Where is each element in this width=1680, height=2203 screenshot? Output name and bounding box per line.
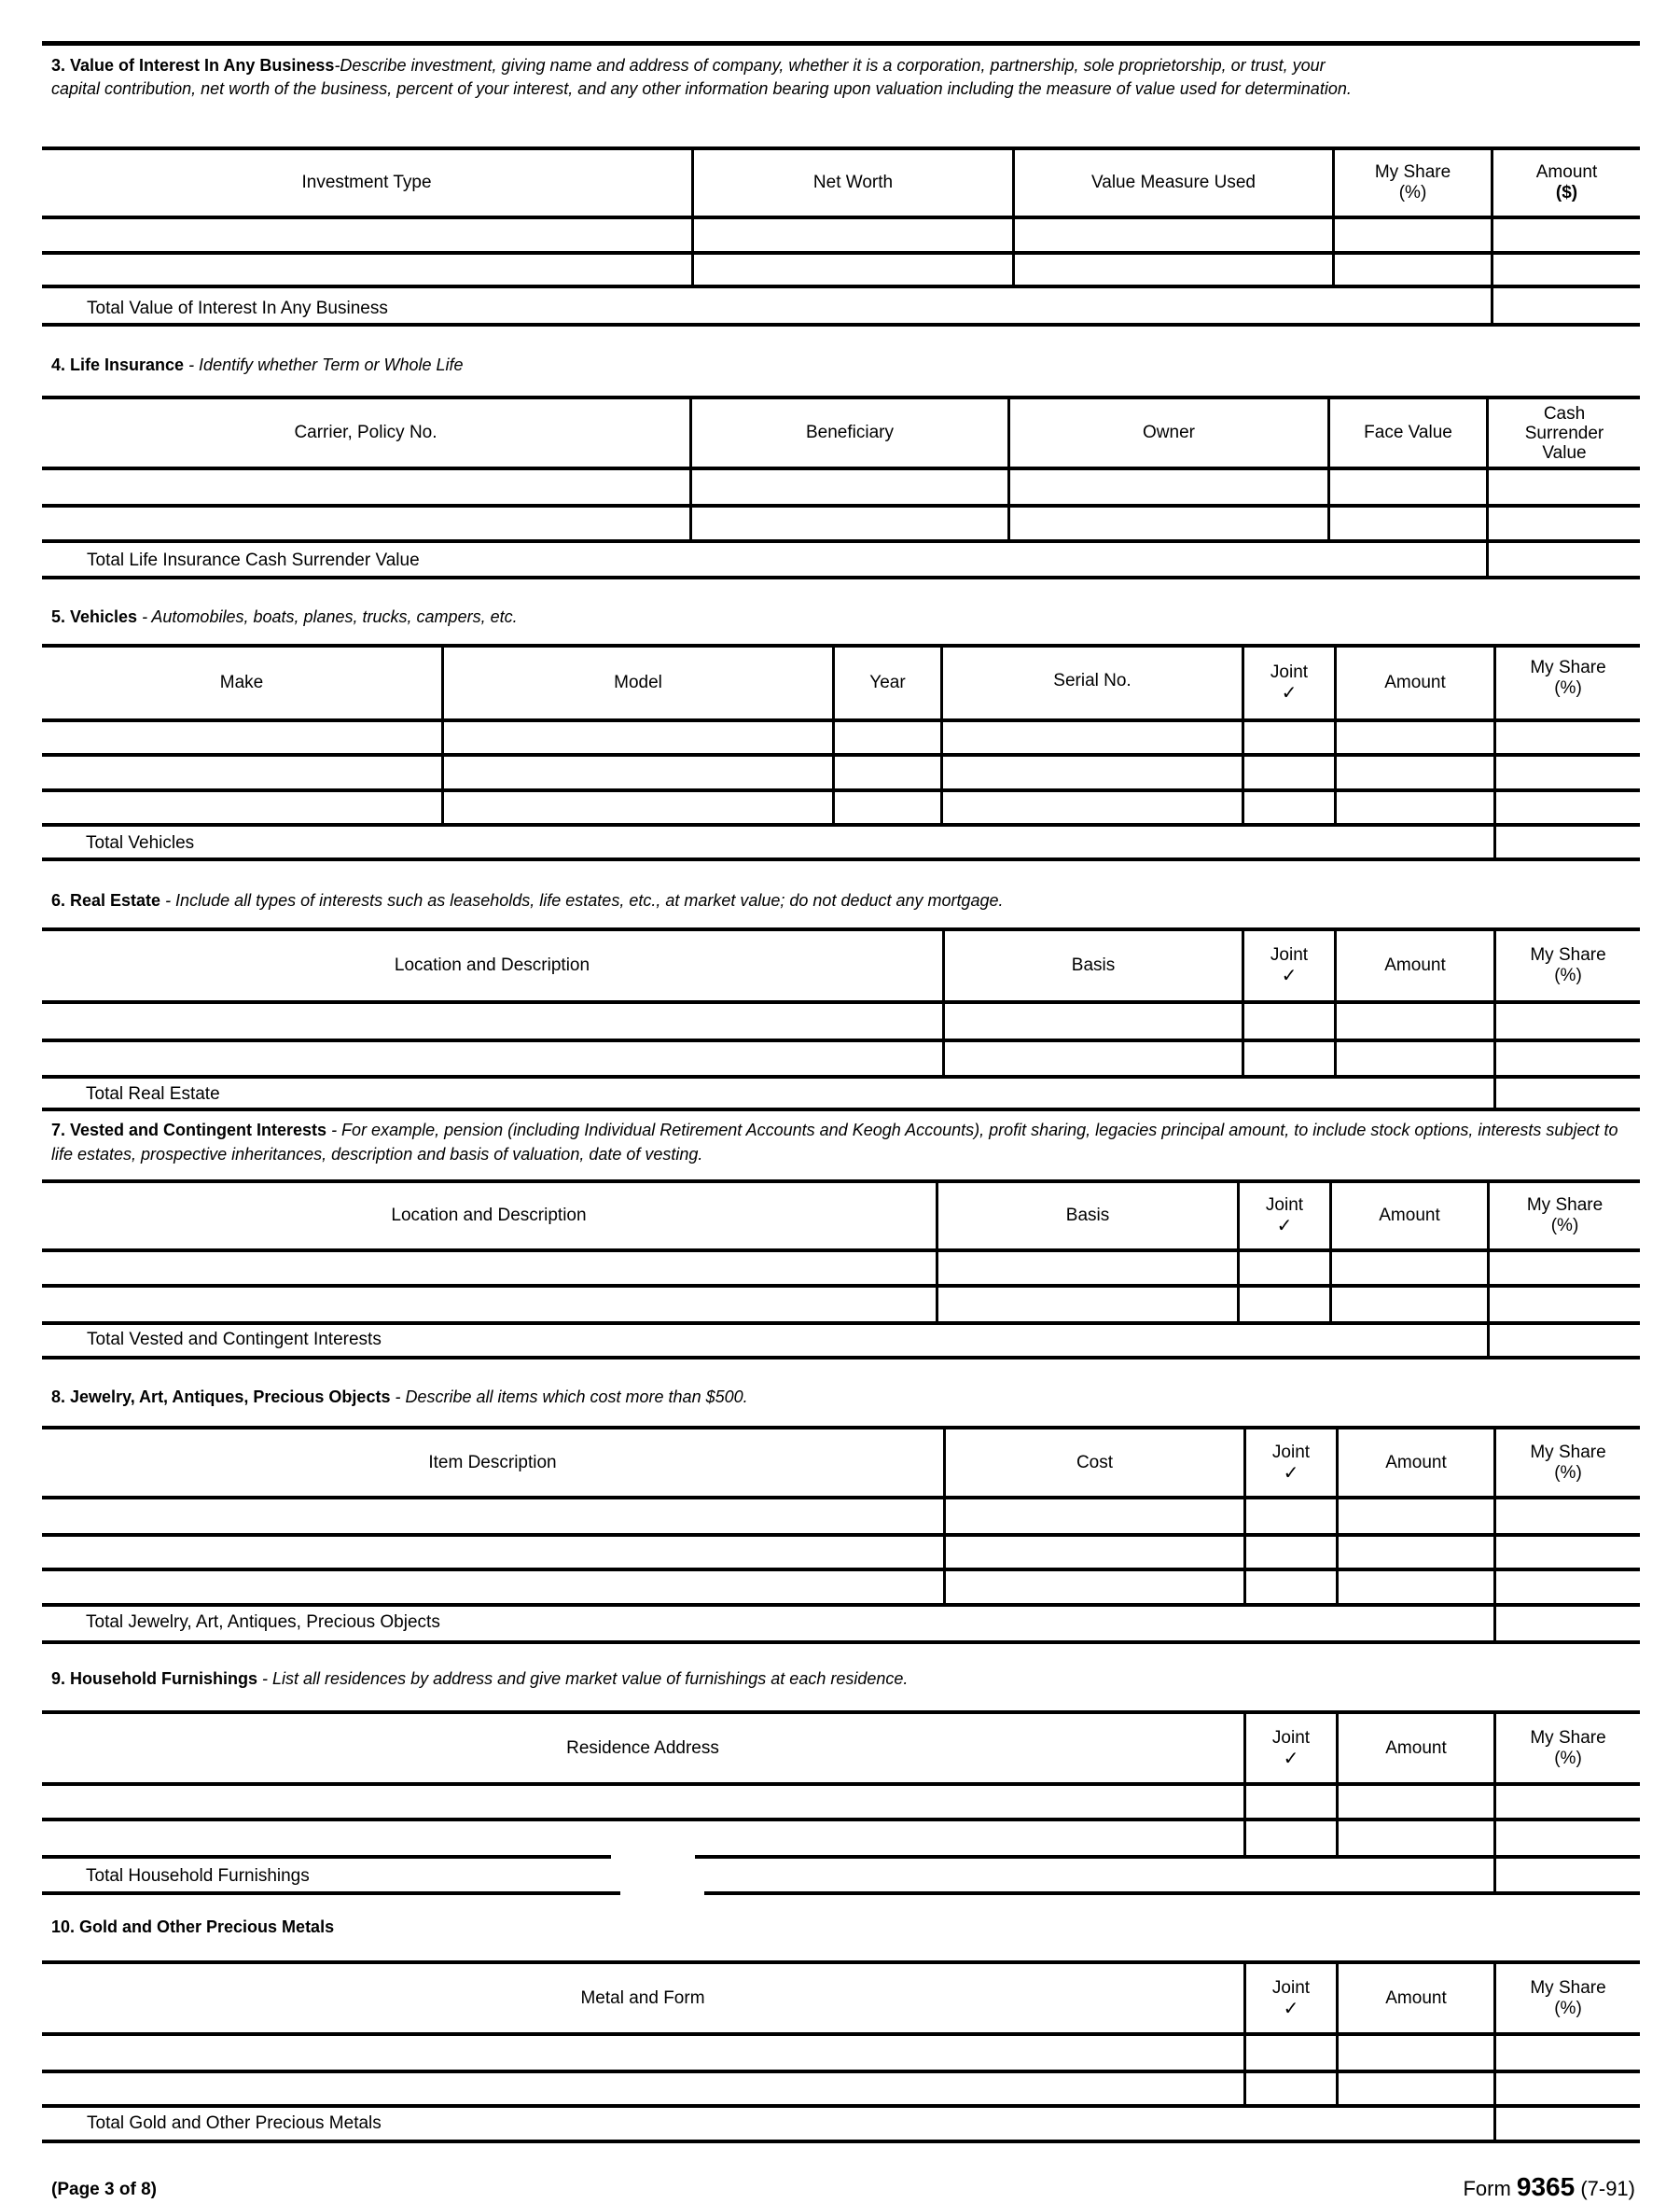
column-header-label: Basis <box>1071 955 1116 975</box>
s4-col-carrier <box>42 399 689 467</box>
checkmark-icon: ✓ <box>1283 1998 1299 2019</box>
column-header-label: Value Measure Used <box>1090 173 1257 192</box>
column-header-label: Location and Description <box>394 955 590 975</box>
s10-col-joint <box>1246 1964 1336 2032</box>
column-header-label: Joint <box>1270 945 1309 965</box>
form-number-value: 9365 <box>1516 2172 1576 2201</box>
s5-total-label: Total Vehicles <box>86 833 195 853</box>
s8-table-bottom <box>42 1640 1640 1644</box>
column-header-label: My Share <box>1530 945 1606 965</box>
column-header-label: My Share <box>1530 1727 1606 1748</box>
page-indicator: (Page 3 of 8) <box>51 2180 157 2199</box>
top-rule <box>42 41 1640 46</box>
checkmark-icon: ✓ <box>1281 683 1298 704</box>
s9-col-residence-address <box>42 1714 1243 1782</box>
s3-table-bottom <box>42 323 1640 327</box>
s3-total-label: Total Value of Interest In Any Business <box>87 299 388 318</box>
column-header-label: Joint <box>1270 662 1309 682</box>
column-header-label: My Share <box>1530 658 1606 677</box>
s7-row-line <box>42 1321 1640 1325</box>
s8-row-line <box>42 1603 1640 1607</box>
s4-col-beneficiary <box>692 399 1007 467</box>
s6-total-label: Total Real Estate <box>86 1084 220 1104</box>
checkmark-icon: ✓ <box>1283 1462 1299 1484</box>
column-header-label: Joint <box>1271 1977 1311 1998</box>
s7-total-label: Total Vested and Contingent Interests <box>87 1330 382 1349</box>
s9-col-amount <box>1339 1714 1493 1782</box>
s9-row-line <box>42 1855 611 1859</box>
section-6-heading: 6. Real Estate <box>51 891 161 910</box>
column-header-label: Metal and Form <box>580 1987 705 2008</box>
section-8-title <box>51 1385 1637 1409</box>
column-header-label: Amount <box>1535 162 1598 182</box>
s9-total-label: Total Household Furnishings <box>86 1866 310 1886</box>
s4-col-cash-surrender <box>1489 399 1640 467</box>
s3-total-amount-field[interactable] <box>1493 288 1640 323</box>
s8-col-joint <box>1246 1429 1336 1496</box>
section-4-title <box>51 353 1637 377</box>
s3-col-net-worth <box>694 150 1012 216</box>
s7-row-1-input[interactable] <box>42 1252 1640 1284</box>
s7-table-bottom <box>42 1356 1640 1359</box>
section-4-heading: 4. Life Insurance <box>51 356 185 374</box>
section-3-heading: 3. Value of Interest In Any Business <box>51 56 335 75</box>
s3-row-2-input[interactable] <box>42 255 1640 285</box>
s5-row-3-input[interactable] <box>42 792 1640 823</box>
section-7-title <box>51 1118 1637 1166</box>
s6-total-field[interactable] <box>1496 1079 1640 1108</box>
column-header-label: Joint <box>1265 1195 1304 1215</box>
s4-col-face-value <box>1330 399 1486 467</box>
column-header-label: Face Value <box>1364 423 1452 442</box>
column-header-label: Amount <box>1385 1452 1447 1472</box>
section-10-heading: 10. Gold and Other Precious Metals <box>51 1917 335 1936</box>
s8-col-amount <box>1339 1429 1493 1496</box>
s4-row-2-input[interactable] <box>42 508 1640 539</box>
column-header-label: Residence Address <box>566 1737 719 1758</box>
column-header-label: (%) <box>1550 1216 1579 1235</box>
section-10-title <box>51 1915 1637 1939</box>
section-8-description: - Describe all items which cost more than $500. <box>390 1387 748 1406</box>
column-header-label: Investment Type <box>301 173 432 192</box>
section-8-heading: 8. Jewelry, Art, Antiques, Precious Objects <box>51 1387 391 1406</box>
s5-col-model <box>444 648 832 718</box>
s6-col-joint <box>1244 931 1334 1000</box>
s10-col-metal-form <box>42 1964 1243 2032</box>
column-header-label: Value <box>1542 442 1587 463</box>
s8-row-3-input[interactable] <box>42 1571 1640 1603</box>
s5-col-make <box>42 648 441 718</box>
s8-total-label: Total Jewelry, Art, Antiques, Precious Objects <box>86 1612 440 1632</box>
s10-col-my-share <box>1496 1964 1640 2032</box>
column-header-label: My Share <box>1374 162 1451 182</box>
s4-total-field[interactable] <box>1489 543 1640 576</box>
column-header-label: (%) <box>1554 678 1582 698</box>
s6-row-2-input[interactable] <box>42 1042 1640 1075</box>
column-header-label: Basis <box>1065 1206 1110 1225</box>
s8-row-2-input[interactable] <box>42 1537 1640 1568</box>
section-6-title <box>51 888 1637 913</box>
s9-table-bottom <box>42 1891 620 1895</box>
section-9-description: - List all residences by address and give market value of furnishings at each residence. <box>257 1669 909 1688</box>
s9-col-my-share <box>1496 1714 1640 1782</box>
s10-col-amount <box>1339 1964 1493 2032</box>
column-header-label: Item Description <box>428 1452 557 1472</box>
column-header-label: Amount <box>1384 673 1446 692</box>
column-header-label: (%) <box>1554 1748 1582 1768</box>
column-header-label: Amount <box>1385 1737 1447 1758</box>
s6-table-bottom <box>42 1108 1640 1111</box>
column-header-label: Serial No. <box>1053 671 1132 690</box>
s7-row-2-input[interactable] <box>42 1288 1640 1321</box>
s5-col-joint <box>1244 648 1334 718</box>
column-header-label: Cash <box>1543 403 1586 424</box>
column-header-label: Carrier, Policy No. <box>294 423 437 442</box>
s4-total-label: Total Life Insurance Cash Surrender Value <box>87 551 420 570</box>
s10-row-1-input[interactable] <box>42 2036 1640 2070</box>
form-label: Form <box>1463 2177 1511 2200</box>
column-header-label: My Share <box>1530 1442 1606 1462</box>
s5-col-year <box>835 648 940 718</box>
section-3-description: -Describe investment, giving name and address of company, whether it is a corporation, partnership, sole proprietorship, or trust, your capital contribution, net worth of the business, percent of your interest, and any other information bearing upon valuation including the measure of value used for determination. <box>51 56 1352 98</box>
s5-table-bottom <box>42 857 1640 861</box>
s5-col-my-share <box>1496 648 1640 709</box>
s8-col-my-share <box>1496 1429 1640 1496</box>
s5-col-serial <box>943 648 1242 715</box>
column-header-label: Amount <box>1384 955 1446 975</box>
column-header-label: Joint <box>1271 1727 1311 1748</box>
s6-col-amount <box>1337 931 1493 1000</box>
s3-col-my-share <box>1335 150 1491 216</box>
column-header-label: ($) <box>1555 183 1578 202</box>
s6-col-basis <box>945 931 1242 1000</box>
s3-col-value-measure <box>1015 150 1332 216</box>
s3-col-investment-type <box>42 150 691 216</box>
section-5-heading: 5. Vehicles <box>51 607 138 626</box>
column-header-label: Amount <box>1379 1206 1440 1225</box>
s10-row-line <box>42 2104 1640 2108</box>
s8-total-field[interactable] <box>1496 1607 1640 1640</box>
column-header-label: Make <box>219 673 264 692</box>
checkmark-icon: ✓ <box>1281 966 1298 986</box>
section-5-title <box>51 605 1637 629</box>
form-number <box>1463 2172 1635 2202</box>
s7-col-my-share <box>1490 1183 1640 1248</box>
section-5-description: - Automobiles, boats, planes, trucks, campers, etc. <box>137 607 518 626</box>
s7-col-location <box>42 1183 936 1248</box>
s9-row-1-input[interactable] <box>42 1786 1640 1818</box>
s5-row-2-input[interactable] <box>42 757 1640 788</box>
column-header-label: (%) <box>1398 183 1427 202</box>
column-header-label: (%) <box>1554 1462 1582 1483</box>
s8-col-item-description <box>42 1429 943 1496</box>
s4-table-bottom <box>42 576 1640 579</box>
column-header-label: Beneficiary <box>806 423 894 442</box>
section-9-heading: 9. Household Furnishings <box>51 1669 258 1688</box>
s6-col-location <box>42 931 942 1000</box>
column-header-label: My Share <box>1530 1977 1606 1998</box>
s9-table-bottom <box>704 1891 1640 1895</box>
s3-row-1-input[interactable] <box>42 219 1640 251</box>
section-4-description: - Identify whether Term or Whole Life <box>184 356 464 374</box>
s8-col-cost <box>946 1429 1243 1496</box>
section-3-title <box>51 54 1376 101</box>
checkmark-icon: ✓ <box>1283 1748 1299 1769</box>
s4-row-1-input[interactable] <box>42 470 1640 504</box>
s6-row-line <box>42 1075 1640 1079</box>
column-header-label: Amount <box>1385 1987 1447 2008</box>
section-6-description: - Include all types of interests such as leaseholds, life estates, etc., at market value; do not deduct any mortgage. <box>160 891 1004 910</box>
column-header-label: (%) <box>1554 966 1582 985</box>
section-7-heading: 7. Vested and Contingent Interests <box>51 1121 327 1139</box>
column-header-label: Model <box>614 673 662 692</box>
s10-total-label: Total Gold and Other Precious Metals <box>87 2113 382 2133</box>
s7-col-basis <box>938 1183 1237 1248</box>
column-header-label: Year <box>869 673 906 692</box>
section-7-description: - For example, pension (including Individual Retirement Accounts and Keogh Accounts), profit sharing, legacies principal amount, to include stock options, interests subject to life estates, prospective inheritances, description and basis of valuation, date of vesting. <box>51 1121 1618 1164</box>
s7-total-field[interactable] <box>1490 1325 1640 1356</box>
column-header-label: Owner <box>1143 423 1195 442</box>
column-header-label: Location and Description <box>391 1206 587 1225</box>
s4-col-owner <box>1010 399 1327 467</box>
column-header-label: Cost <box>1076 1452 1114 1472</box>
section-9-title <box>51 1666 1637 1691</box>
s3-row-line <box>42 285 1640 288</box>
s5-row-1-input[interactable] <box>42 722 1640 753</box>
s7-col-amount <box>1332 1183 1487 1248</box>
column-header-label: Joint <box>1271 1442 1311 1462</box>
column-header-label: Net Worth <box>812 173 894 192</box>
column-header-label: My Share <box>1526 1195 1604 1215</box>
column-header-label: (%) <box>1554 1998 1582 2018</box>
s10-total-field[interactable] <box>1496 2108 1640 2140</box>
s5-col-amount <box>1337 648 1493 718</box>
s10-row-2-input[interactable] <box>42 2073 1640 2104</box>
s9-total-field[interactable] <box>1496 1859 1640 1891</box>
s7-col-joint <box>1240 1183 1329 1248</box>
s5-row-line <box>42 823 1640 827</box>
s8-row-1-input[interactable] <box>42 1499 1640 1533</box>
form-revision: (7-91) <box>1580 2177 1635 2200</box>
s9-col-joint <box>1246 1714 1336 1782</box>
column-header-label: Surrender <box>1524 423 1604 443</box>
s4-row-line <box>42 539 1640 543</box>
s6-col-my-share <box>1496 931 1640 1000</box>
s3-col-amount <box>1493 150 1640 216</box>
s6-row-1-input[interactable] <box>42 1004 1640 1039</box>
checkmark-icon: ✓ <box>1276 1216 1293 1236</box>
s10-table-bottom <box>42 2140 1640 2143</box>
s5-total-field[interactable] <box>1496 827 1640 857</box>
s9-row-2-input[interactable] <box>42 1821 1640 1855</box>
